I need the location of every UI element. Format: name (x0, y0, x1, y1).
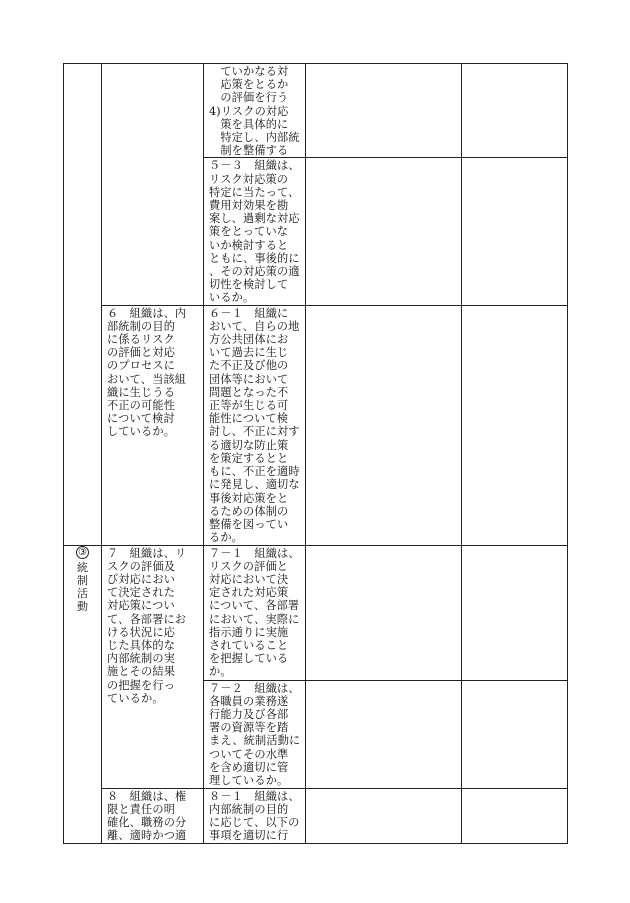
question-cell (102, 788, 204, 843)
category-char: 活 (77, 586, 88, 600)
answer-cell (306, 64, 462, 158)
detail-cell (204, 64, 306, 158)
checklist-table (63, 63, 568, 844)
table-row (64, 305, 568, 545)
question-cell (102, 545, 204, 788)
remarks-cell (462, 305, 568, 545)
remarks-cell (462, 158, 568, 305)
question-text: ８ 組織は、権 限と責任の明 確化、職務の分 離、適時かつ適 (107, 789, 187, 843)
answer-cell (306, 680, 462, 788)
question-cell (102, 305, 204, 545)
answer-cell (306, 305, 462, 545)
category-number: ③ (76, 546, 89, 559)
remarks-cell (462, 788, 568, 843)
answer-cell (306, 545, 462, 680)
detail-cell (204, 788, 306, 843)
category-cell (64, 545, 102, 843)
table-row (64, 788, 568, 843)
question-text: ６ 組織は、内 部統制の目的 に係るリスク の評価と対応 のプロセスに おいて、当該組 織に生じうる 不正の可能性 について検討 しているか。 (107, 306, 187, 439)
detail-text: ８－１ 組織は、 内部統制の目的 に応じて、以下の 事項を適切に行 (209, 789, 300, 843)
category-cell-empty (64, 64, 102, 546)
remarks-cell (462, 64, 568, 158)
detail-cell (204, 545, 306, 680)
question-cell (102, 64, 204, 306)
category-char: 統 (77, 560, 88, 574)
table-row (64, 545, 568, 680)
detail-text: ７－１ 組織は、 リスクの評価と 対応において決 定された対応策 について、各部署 において、実際に 指示通りに実施 されていること を把握している か。 (209, 546, 300, 679)
remarks-cell (462, 680, 568, 788)
category-char: 動 (77, 599, 88, 613)
detail-cell (204, 680, 306, 788)
table-row (64, 64, 568, 158)
detail-cell (204, 305, 306, 545)
answer-cell (306, 158, 462, 305)
detail-text: ６－１ 組織に おいて、自らの地 方公共団体にお いて過去に生じ た不正及び他の 団体等において 問題となった不 正等が生じる可 能性について検 討し、不正に対す る適切な防止策 を策定するとと もに、不正を適時 に発見し、適切な 事後対応策をと るための体制の 整備を図ってい るか。 (209, 306, 300, 545)
detail-cell (204, 158, 306, 305)
category-label (64, 546, 101, 613)
question-text: ７ 組織は、リ スクの評価及 び対応におい て決定された 対応策につい て、各部署にお ける状況に応 じた具体的な 内部統制の実 施とその結果 の把握を行っ ているか。 (107, 546, 187, 705)
category-char: 制 (77, 573, 88, 587)
answer-cell (306, 788, 462, 843)
remarks-cell (462, 545, 568, 680)
detail-text: ていかなる対 応策をとるか の評価を行う 4)リスクの対応 策を具体的に 特定し、内部統 制を整備する (209, 65, 300, 158)
detail-text: ７－２ 組織は、 各職員の業務遂 行能力及び各部 署の資源等を踏 まえ、統制活動に ついてその水準 を含め適切に管 理しているか。 (209, 681, 301, 788)
detail-text: ５－３ 組織は、 リスク対応策の 特定に当たって、 費用対効果を勘 案し、過剰な対応 策をとっていな いか検討すると ともに、事後的に 、その対応策の適 切性を検討して いるか。 (209, 159, 300, 305)
